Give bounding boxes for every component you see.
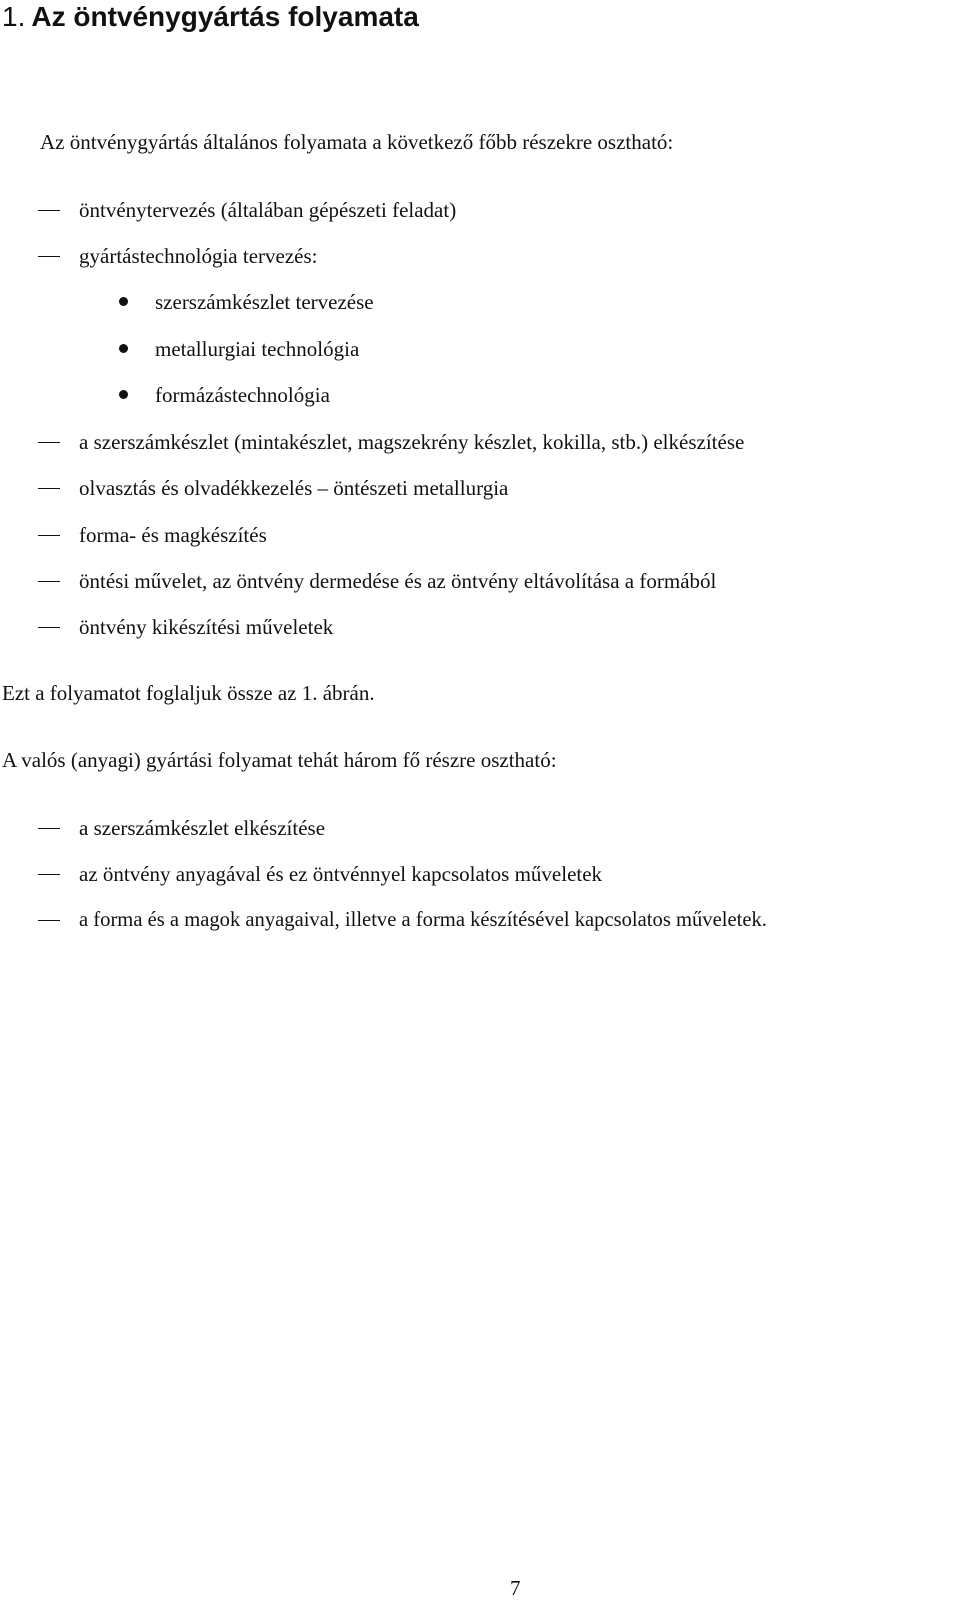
page-number: 7 xyxy=(510,1576,521,1600)
list-item-text: öntvény kikészítési műveletek xyxy=(79,615,334,639)
list-item-text: forma- és magkészítés xyxy=(79,523,267,547)
list-item-text: szerszámkészlet tervezése xyxy=(155,290,374,314)
dash-marker xyxy=(38,627,60,628)
dash-marker xyxy=(38,210,60,211)
section-number: 1. xyxy=(2,1,26,32)
dash-marker xyxy=(38,256,60,257)
section-heading xyxy=(2,0,419,34)
list-item-text: metallurgiai technológia xyxy=(155,337,360,361)
bullet-marker xyxy=(119,297,128,306)
list-item-text: gyártástechnológia tervezés: xyxy=(79,244,318,268)
list-item-text: öntési művelet, az öntvény dermedése és az öntvény eltávolítása a formából xyxy=(79,569,717,593)
list-item-text: a szerszámkészlet (mintakészlet, magszekrény készlet, kokilla, stb.) elkészítése xyxy=(79,430,745,454)
list-item-text: olvasztás és olvadékkezelés – öntészeti metallurgia xyxy=(79,476,509,500)
list-item-text: az öntvény anyagával és ez öntvénnyel kapcsolatos műveletek xyxy=(79,862,603,886)
list-item-text: a forma és a magok anyagaival, illetve a forma készítésével kapcsolatos műveletek. xyxy=(79,909,767,931)
section-title: Az öntvénygyártás folyamata xyxy=(31,1,419,32)
list-item-text: formázástechnológia xyxy=(155,383,330,407)
list-item-text: a szerszámkészlet elkészítése xyxy=(79,816,326,840)
dash-marker xyxy=(38,920,60,921)
dash-marker xyxy=(38,581,60,582)
dash-marker xyxy=(38,874,60,875)
dash-marker xyxy=(38,488,60,489)
paragraph: Ezt a folyamatot foglaljuk össze az 1. ábrán. xyxy=(2,681,375,705)
dash-marker xyxy=(38,442,60,443)
list-item-text: öntvénytervezés (általában gépészeti feladat) xyxy=(79,198,457,222)
bullet-marker xyxy=(119,344,128,353)
intro-paragraph: Az öntvénygyártás általános folyamata a következő főbb részekre osztható: xyxy=(40,130,674,154)
dash-marker xyxy=(38,535,60,536)
bullet-marker xyxy=(119,390,128,399)
dash-marker xyxy=(38,828,60,829)
paragraph: A valós (anyagi) gyártási folyamat tehát három fő részre osztható: xyxy=(2,748,557,772)
